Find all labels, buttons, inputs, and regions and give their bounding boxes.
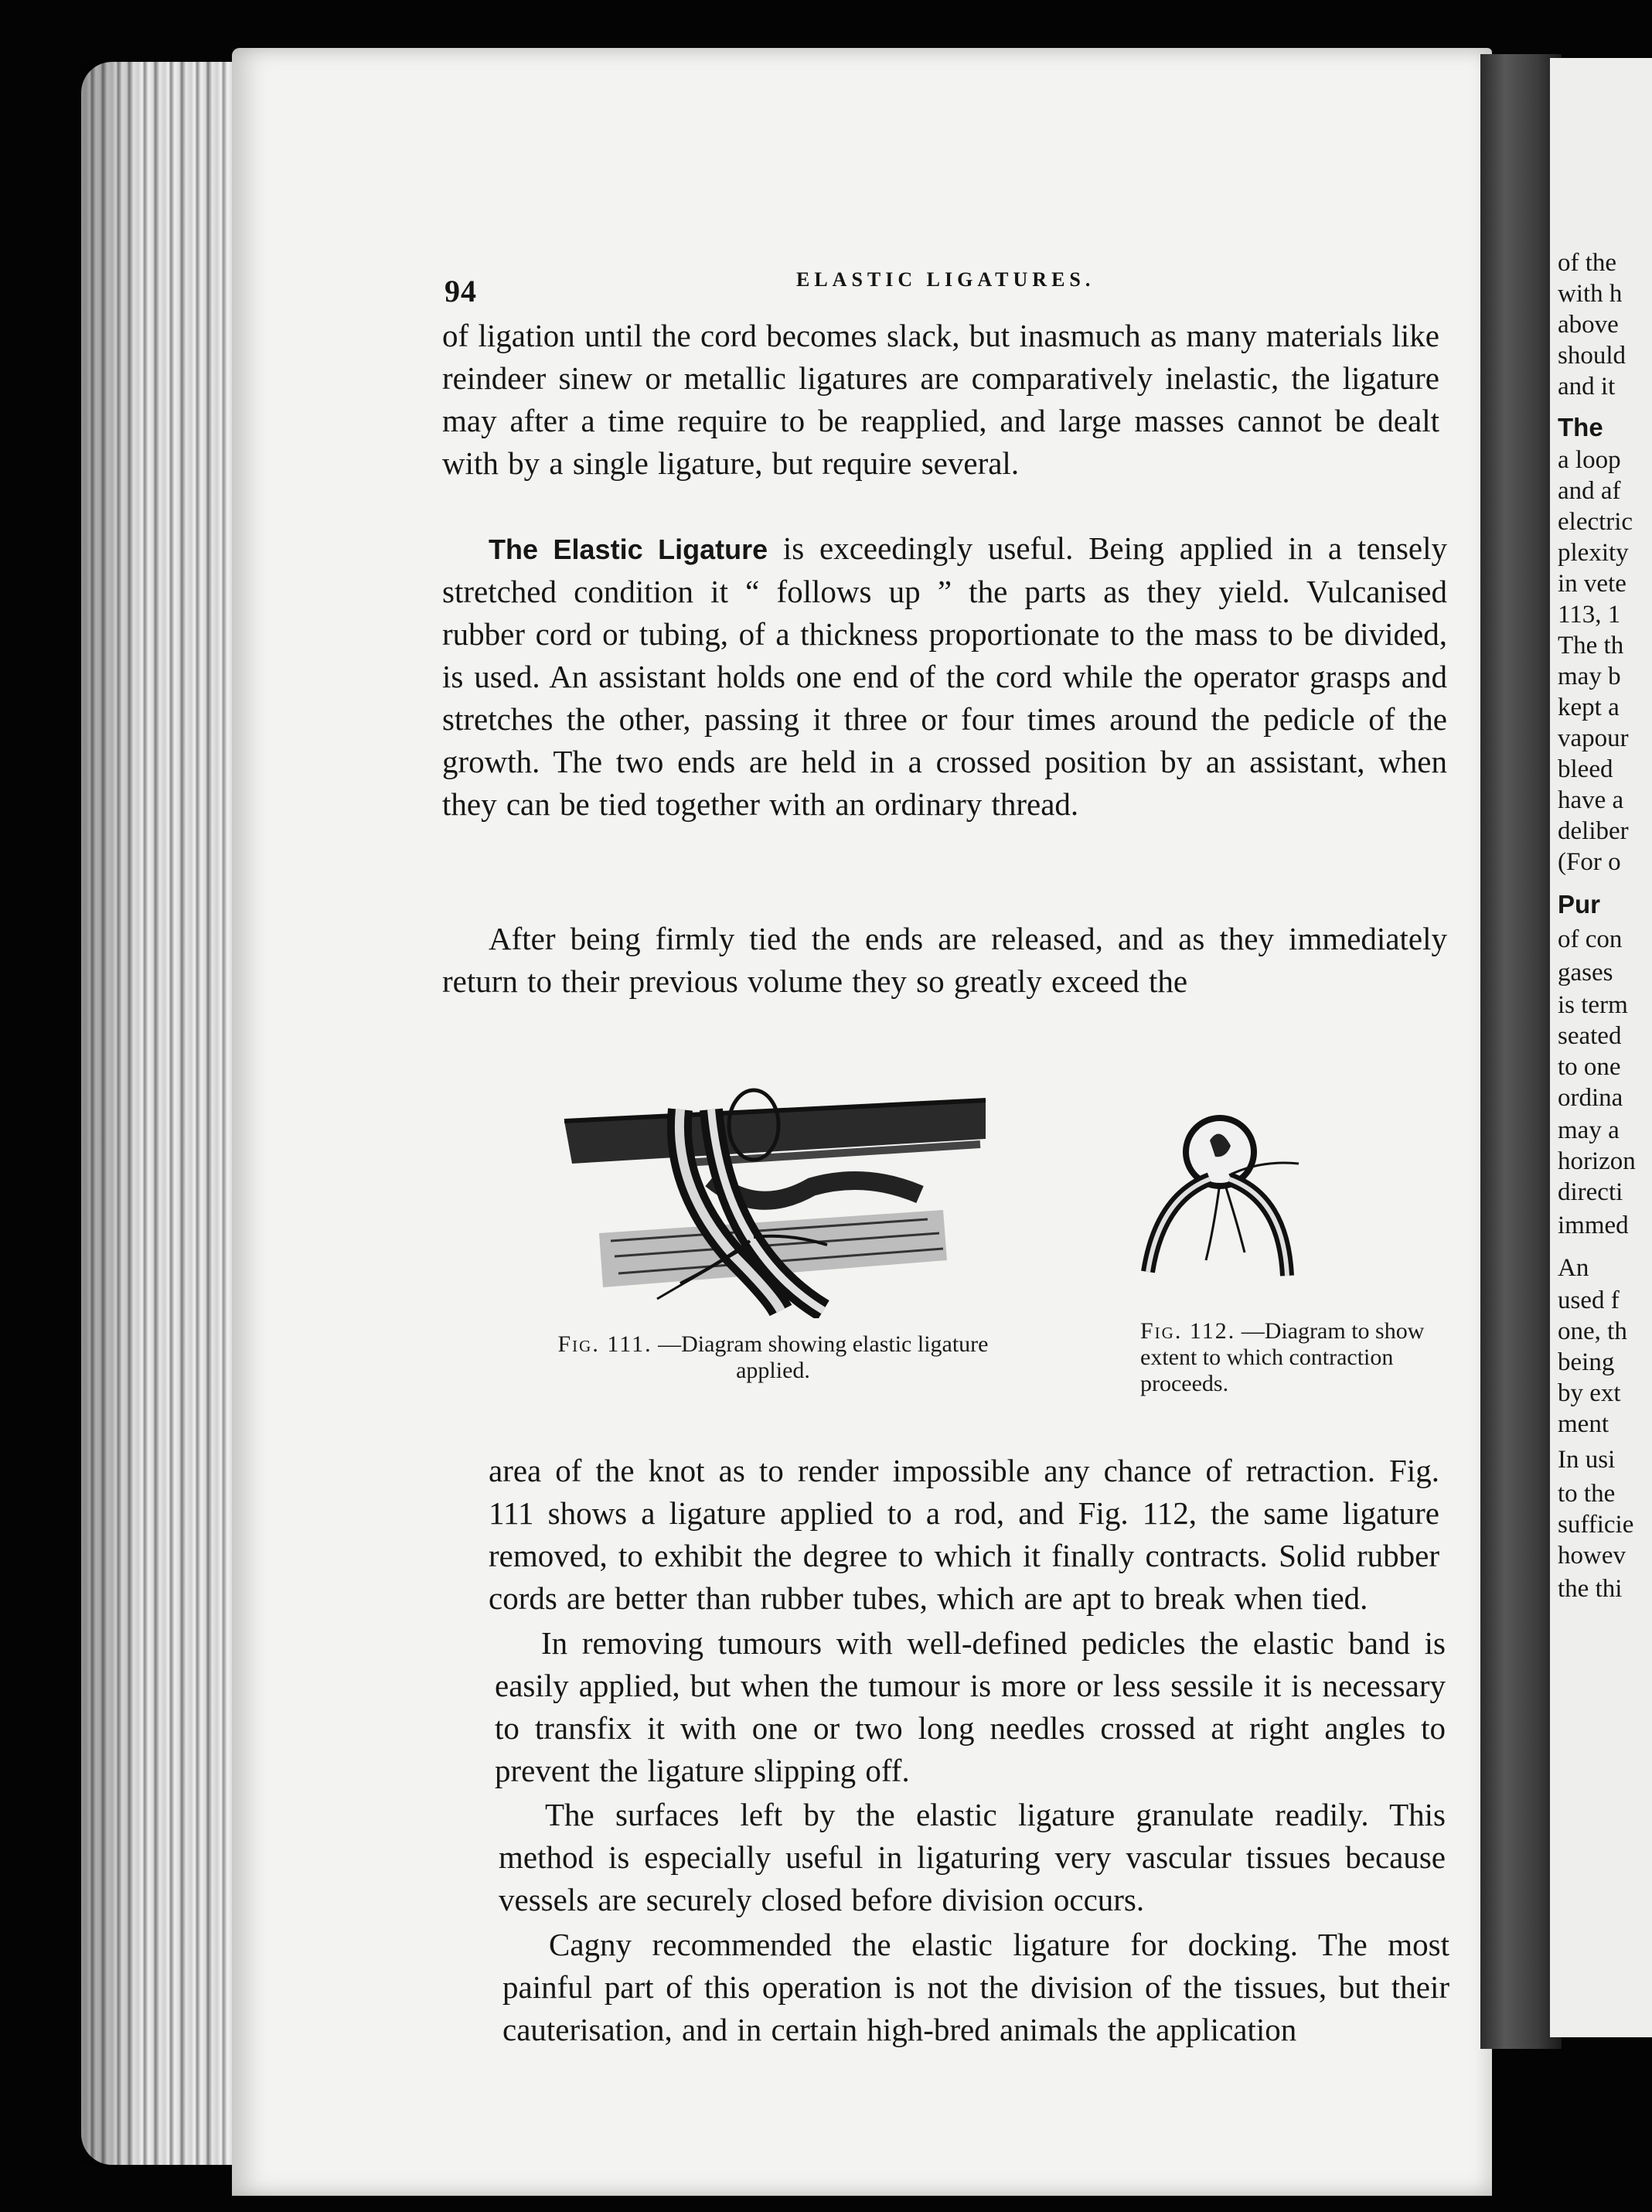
right-page-line: The bbox=[1558, 413, 1603, 441]
right-page-line: above bbox=[1558, 311, 1619, 339]
paragraph-text: The surfaces left by the elastic ligature granulate readily. This method is especially useful in ligaturing very vascular tissues because vessels are securely closed before division occurs. bbox=[499, 1797, 1446, 1917]
right-page-line: may a bbox=[1558, 1116, 1620, 1144]
right-page-line: and it bbox=[1558, 373, 1616, 400]
right-page-line: of the bbox=[1558, 249, 1617, 277]
paragraph-text: area of the knot as to render impossible any chance of retraction. Fig. 111 shows a ligature applied to a rod, and Fig. 112, the same ligature removed, to exhibit the degree to which it finally contracts. Solid rubber cords are better than rubber tubes, which are apt to break when tied. bbox=[489, 1453, 1439, 1616]
section-heading: The Elastic Ligature bbox=[489, 533, 768, 565]
right-page-line: horizon bbox=[1558, 1147, 1636, 1175]
right-page-line: (For o bbox=[1558, 848, 1621, 876]
right-page-line: gases bbox=[1558, 959, 1613, 987]
figure-caption-text: —Diagram to show extent to which contraction proceeds. bbox=[1140, 1318, 1425, 1396]
paragraph-text: Cagny recommended the elastic ligature for docking. The most painful part of this operation is not the division of the tissues, but their cauterisation, and in certain high-bred animals the application bbox=[502, 1927, 1449, 2047]
paragraph-4 bbox=[489, 1450, 1439, 1620]
right-page-line: should bbox=[1558, 342, 1626, 370]
right-page-line: The th bbox=[1558, 632, 1624, 660]
figure-caption-text: —Diagram showing elastic ligature applied. bbox=[658, 1331, 989, 1383]
right-page-line: ordina bbox=[1558, 1084, 1623, 1112]
right-page-line: vapour bbox=[1558, 724, 1629, 752]
right-page-line: deliber bbox=[1558, 817, 1629, 845]
right-page-line: directi bbox=[1558, 1178, 1623, 1206]
right-page-line: kept a bbox=[1558, 694, 1620, 721]
right-page-line: In usi bbox=[1558, 1446, 1616, 1474]
figure-number: Fig. 112. bbox=[1140, 1318, 1236, 1344]
right-page-line: a loop bbox=[1558, 446, 1621, 474]
figure-number: Fig. 111. bbox=[557, 1331, 652, 1357]
paragraph-3 bbox=[442, 918, 1447, 1003]
right-page-line: being bbox=[1558, 1348, 1615, 1376]
paragraph-7 bbox=[502, 1924, 1449, 2051]
paragraph-2 bbox=[442, 527, 1447, 826]
right-page-line: one, th bbox=[1558, 1317, 1627, 1345]
right-page-line: have a bbox=[1558, 786, 1624, 814]
right-page-line: howev bbox=[1558, 1542, 1626, 1570]
figure-111-caption bbox=[541, 1331, 1005, 1384]
paragraph-6 bbox=[499, 1794, 1446, 1921]
page-number: 94 bbox=[445, 274, 477, 308]
paragraph-text: is exceedingly useful. Being applied in a tensely stretched condition it “ follows up ” the parts as they yield. Vulcanised rubber cord or tubing, of a thickness proportionate to the mass to be divided, is used. An assistant holds one end of the cord while the operator grasps and stretches the other, passing it three or four times around the pedicle of the growth. The two ends are held in a crossed position by an assistant, when they can be tied together with an ordinary thread. bbox=[442, 530, 1448, 822]
book-page-edges bbox=[81, 62, 247, 2165]
figure-112-caption bbox=[1140, 1318, 1434, 1397]
right-page-line: in vete bbox=[1558, 570, 1626, 598]
right-page-line: immed bbox=[1558, 1212, 1629, 1239]
right-page-line: seated bbox=[1558, 1022, 1622, 1050]
right-page-line: used f bbox=[1558, 1287, 1620, 1314]
right-page-line: bleed bbox=[1558, 755, 1613, 783]
right-page-line: electric bbox=[1558, 508, 1633, 536]
right-page-line: by ext bbox=[1558, 1379, 1621, 1407]
right-page-line: and af bbox=[1558, 477, 1621, 505]
figure-111-illustration bbox=[557, 1079, 989, 1318]
figure-112-illustration bbox=[1129, 1106, 1314, 1291]
right-page-line: 113, 1 bbox=[1558, 601, 1621, 629]
right-page-fragment bbox=[1550, 58, 1652, 2037]
right-page-line: An bbox=[1558, 1254, 1589, 1282]
paragraph-5 bbox=[495, 1622, 1446, 1792]
paragraph-1 bbox=[442, 315, 1439, 485]
right-page-line: to the bbox=[1558, 1480, 1616, 1508]
paragraph-text: After being firmly tied the ends are released, and as they immediately return to their previous volume they so greatly exceed the bbox=[442, 921, 1447, 999]
right-page-line: Pur bbox=[1558, 890, 1601, 919]
right-page-line: to one bbox=[1558, 1053, 1621, 1081]
right-page-line: of con bbox=[1558, 925, 1623, 953]
right-page-line: may b bbox=[1558, 663, 1621, 690]
running-head: ELASTIC LIGATURES. bbox=[796, 268, 1095, 291]
right-page-line: sufficie bbox=[1558, 1511, 1634, 1539]
paragraph-text: of ligation until the cord becomes slack, but inasmuch as many materials like reindeer sinew or metallic ligatures are comparatively inelastic, the ligature may after a time require to be reapplied, and large masses cannot be dealt with by a single ligature, but require several. bbox=[442, 318, 1439, 481]
right-page-line: the thi bbox=[1558, 1575, 1623, 1603]
right-page-line: is term bbox=[1558, 991, 1628, 1019]
paragraph-text: In removing tumours with well-defined pedicles the elastic band is easily applied, but when the tumour is more or less sessile it is necessary to transfix it with one or two long needles crossed at right angles to prevent the ligature slipping off. bbox=[495, 1625, 1446, 1788]
right-page-line: ment bbox=[1558, 1410, 1609, 1438]
right-page-line: with h bbox=[1558, 280, 1623, 308]
right-page-line: plexity bbox=[1558, 539, 1629, 567]
